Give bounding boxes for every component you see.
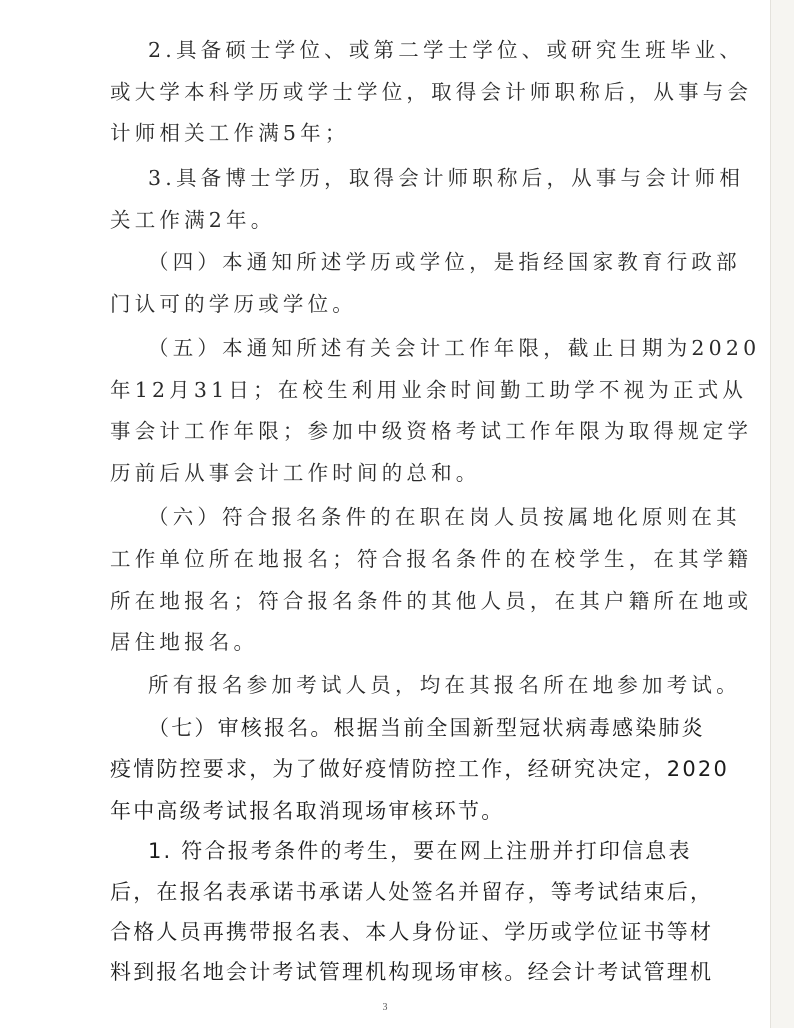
text-line: 料到报名地会计考试管理机构现场审核。经会计考试管理机 [110, 959, 714, 984]
text-line: 所在地报名；符合报名条件的其他人员，在其户籍所在地或 [110, 588, 753, 613]
text-line: 历前后从事会计工作时间的总和。 [110, 461, 481, 486]
text-line: 所有报名参加考试人员，均在其报名所在地参加考试。 [148, 672, 741, 697]
text-line: 关工作满2年。 [110, 207, 276, 232]
text-line: 计师相关工作满5年； [110, 120, 350, 145]
page-number: 3 [382, 1002, 388, 1013]
text-line: 2.具备硕士学位、或第二学士学位、或研究生班毕业、 [148, 37, 745, 62]
text-line: 年12月31日；在校生利用业余时间勤工助学不视为正式从 [110, 377, 748, 402]
text-line: 事会计工作年限；参加中级资格考试工作年限为取得规定学 [110, 419, 753, 444]
text-line: （七）审核报名。根据当前全国新型冠状病毒感染肺炎 [148, 716, 705, 741]
text-line: 疫情防控要求，为了做好疫情防控工作，经研究决定，2020 [110, 757, 730, 782]
text-line: （五）本通知所述有关会计工作年限，截止日期为2020 [148, 336, 761, 361]
text-line: 年中高级考试报名取消现场审核环节。 [110, 798, 505, 823]
text-line: （六）符合报名条件的在职在岗人员按属地化原则在其 [148, 505, 741, 530]
text-line: 3.具备博士学历，取得会计师职称后，从事与会计师相 [148, 166, 745, 191]
text-line: 居住地报名。 [110, 630, 259, 655]
page-edge [770, 0, 794, 1028]
text-line: 合格人员再携带报名表、本人身份证、学历或学位证书等材 [110, 919, 714, 944]
text-line: 1. 符合报考条件的考生，要在网上注册并打印信息表 [148, 839, 692, 864]
text-line: 后，在报名表承诺书承诺人处签名并留存，等考试结束后， [110, 880, 714, 905]
text-line: （四）本通知所述学历或学位，是指经国家教育行政部 [148, 250, 741, 275]
text-line: 门认可的学历或学位。 [110, 291, 357, 316]
text-line: 工作单位所在地报名；符合报名条件的在校学生，在其学籍 [110, 547, 753, 572]
text-line: 或大学本科学历或学士学位，取得会计师职称后，从事与会 [110, 80, 753, 105]
